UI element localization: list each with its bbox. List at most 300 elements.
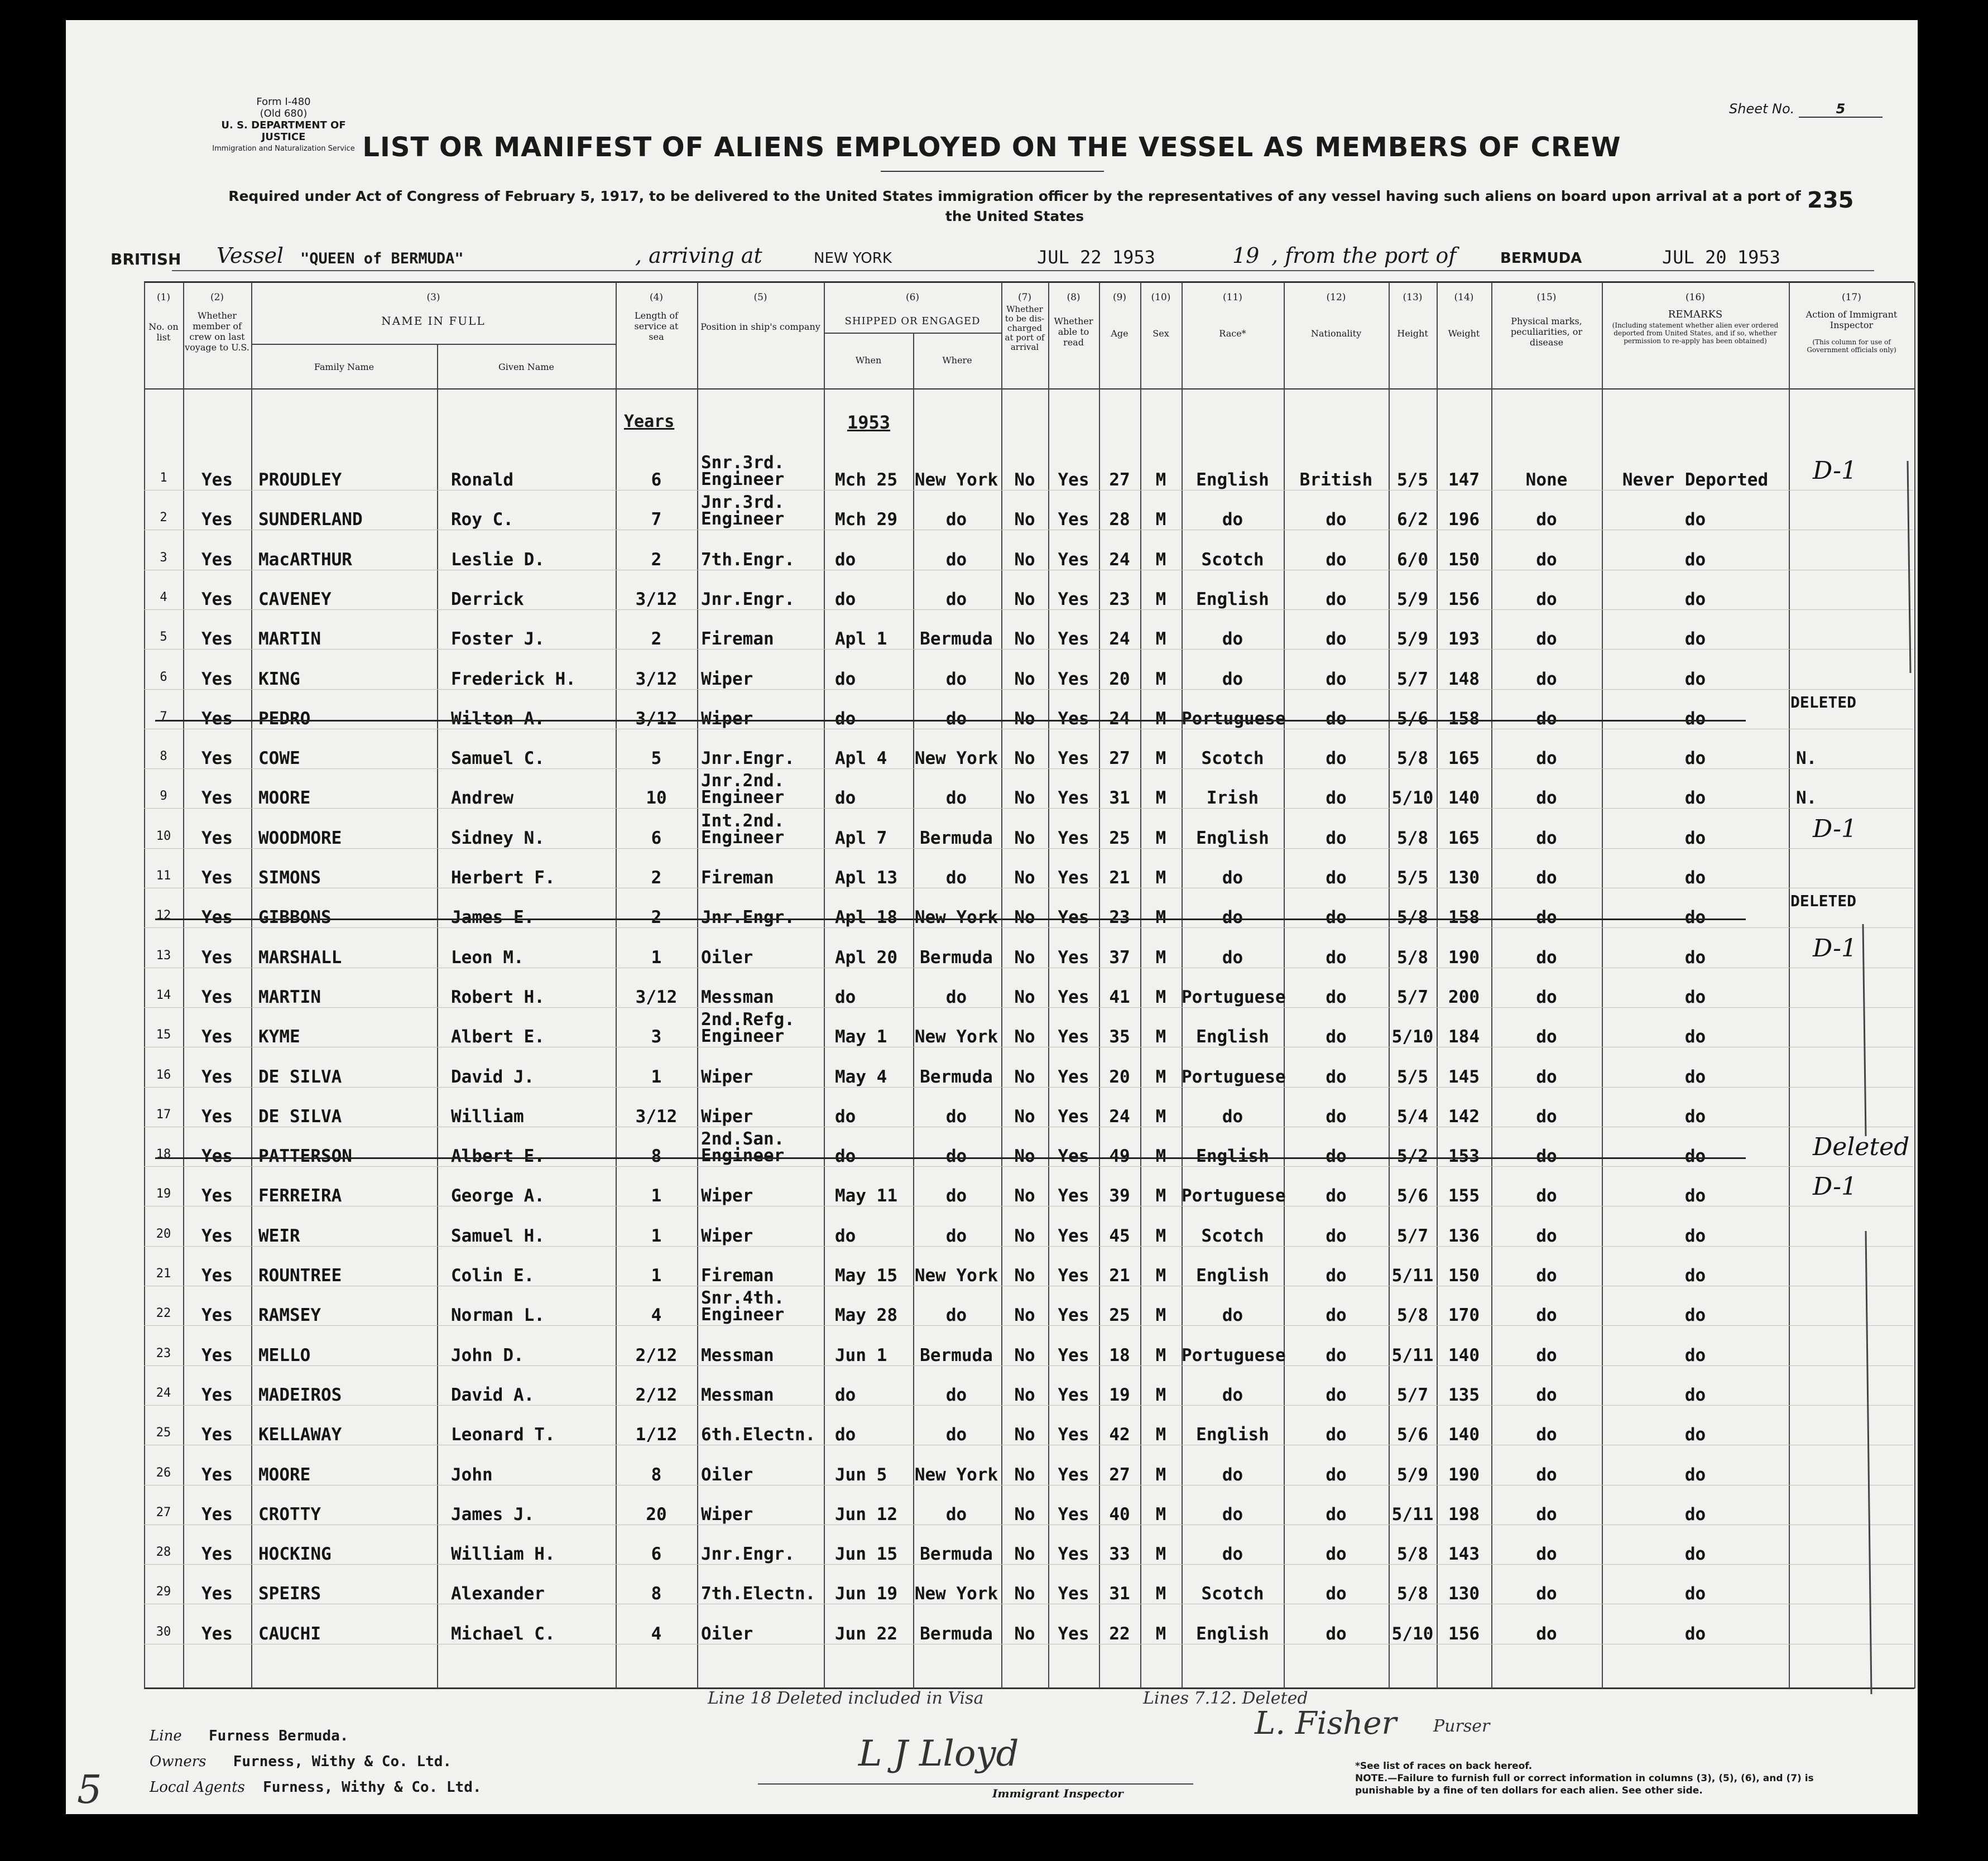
position: 2nd.Refg. Engineer <box>701 1009 795 1047</box>
shipped-when: May 11 <box>835 1186 897 1206</box>
remarks: do <box>1684 549 1706 570</box>
race: Portuguese <box>1182 987 1286 1007</box>
service-length: 8 <box>651 1584 662 1604</box>
shipped-when: Apl 13 <box>835 868 897 888</box>
row-number: 29 <box>156 1585 171 1599</box>
weight: 156 <box>1448 589 1480 609</box>
sex: M <box>1155 1504 1166 1525</box>
shipped-where: do <box>945 1146 967 1167</box>
read-flag: Yes <box>1058 987 1089 1007</box>
shipped-where: Bermuda <box>920 629 993 650</box>
remarks: do <box>1684 1305 1706 1326</box>
family-name: KELLAWAY <box>258 1425 342 1445</box>
service-length: 2 <box>651 549 662 570</box>
header-remarks: REMARKS <box>1668 309 1723 320</box>
remarks: do <box>1684 1106 1706 1127</box>
given-name: Colin E. <box>451 1266 535 1286</box>
position: Wiper <box>701 1106 753 1127</box>
height: 5/5 <box>1397 470 1428 490</box>
table-row <box>66 1167 1918 1207</box>
inspector-action: D-1 <box>1813 814 1857 843</box>
header-read: Whether able to read <box>1054 316 1093 348</box>
crew-member-flag: Yes <box>201 1345 233 1365</box>
physical-marks: do <box>1536 907 1557 928</box>
shipped-where: do <box>945 788 967 809</box>
physical-marks: do <box>1536 987 1557 1007</box>
race: Scotch <box>1201 1584 1264 1604</box>
shipped-when: Jun 15 <box>835 1544 897 1565</box>
strikethrough-line <box>155 1157 1746 1159</box>
shipped-where: Bermuda <box>920 1623 993 1644</box>
physical-marks: do <box>1536 1384 1557 1405</box>
vessel-line-rule <box>172 270 1874 271</box>
read-flag: Yes <box>1058 1584 1089 1604</box>
position: Jnr.Engr. <box>701 748 795 769</box>
height: 5/8 <box>1397 907 1428 928</box>
remarks: do <box>1684 1345 1706 1365</box>
remarks: do <box>1684 708 1706 729</box>
physical-marks: do <box>1536 1266 1557 1286</box>
inspector-action: DELETED <box>1790 693 1857 711</box>
weight: 158 <box>1448 708 1480 729</box>
age: 35 <box>1109 1027 1130 1047</box>
weight: 140 <box>1448 788 1480 809</box>
inspector-signature-rule <box>758 1783 1193 1785</box>
sex: M <box>1155 1384 1166 1405</box>
age: 25 <box>1109 1305 1130 1326</box>
age: 49 <box>1109 1146 1130 1167</box>
inspector-action: D-1 <box>1813 934 1857 963</box>
shipped-where: New York <box>914 907 998 928</box>
form-old-number: (Old 680) <box>260 108 308 119</box>
position: Fireman <box>701 629 774 650</box>
sex: M <box>1155 589 1166 609</box>
table-row <box>66 1446 1918 1486</box>
discharged-flag: No <box>1014 1345 1035 1365</box>
owners-label: Owners <box>150 1753 207 1770</box>
family-name: KING <box>258 669 300 689</box>
crew-member-flag: Yes <box>201 987 233 1007</box>
age: 19 <box>1109 1384 1130 1405</box>
weight: 140 <box>1448 1425 1480 1445</box>
shipped-when: May 15 <box>835 1266 897 1286</box>
nationality: do <box>1326 1305 1347 1326</box>
discharged-flag: No <box>1014 1266 1035 1286</box>
discharged-flag: No <box>1014 1544 1035 1565</box>
weight: 184 <box>1448 1027 1480 1047</box>
read-flag: Yes <box>1058 549 1089 570</box>
remarks: do <box>1684 828 1706 848</box>
service-length: 2 <box>651 629 662 650</box>
height: 6/0 <box>1397 549 1428 570</box>
given-name: Foster J. <box>451 629 545 650</box>
crew-member-flag: Yes <box>201 589 233 609</box>
given-name: Albert E. <box>451 1146 545 1167</box>
nationality: do <box>1326 947 1347 968</box>
row-number: 23 <box>156 1346 171 1360</box>
row-number: 2 <box>160 511 167 525</box>
discharged-flag: No <box>1014 1305 1035 1326</box>
service-length: 2 <box>651 868 662 888</box>
table-top-rule <box>144 281 1914 283</box>
sex: M <box>1155 549 1166 570</box>
nationality: do <box>1326 629 1347 650</box>
physical-marks: do <box>1536 629 1557 650</box>
row-number: 17 <box>156 1107 171 1122</box>
discharged-flag: No <box>1014 1464 1035 1485</box>
vessel-label: Vessel <box>217 243 284 268</box>
read-flag: Yes <box>1058 868 1089 888</box>
read-flag: Yes <box>1058 947 1089 968</box>
strikethrough-line <box>155 720 1746 722</box>
family-name: PEDRO <box>258 708 311 729</box>
shipped-where: do <box>945 1504 967 1525</box>
sheet-label: Sheet No. <box>1729 101 1795 117</box>
read-flag: Yes <box>1058 1146 1089 1167</box>
sex: M <box>1155 470 1166 490</box>
race: Portuguese <box>1182 1066 1286 1087</box>
position: Jnr.3rd. Engineer <box>701 492 785 530</box>
shipped-where: do <box>945 1186 967 1206</box>
crew-member-flag: Yes <box>201 1106 233 1127</box>
height: 5/9 <box>1397 1464 1428 1485</box>
physical-marks: do <box>1536 828 1557 848</box>
race: do <box>1222 509 1243 530</box>
race: English <box>1196 1027 1269 1047</box>
remarks: do <box>1684 1266 1706 1286</box>
given-name: William <box>451 1106 524 1127</box>
col-number: (16) <box>1686 292 1705 303</box>
sex: M <box>1155 629 1166 650</box>
table-row <box>66 1207 1918 1247</box>
position: 7th.Electn. <box>701 1584 816 1604</box>
shipped-where: do <box>945 1225 967 1246</box>
height: 5/11 <box>1391 1266 1434 1286</box>
table-row <box>66 1286 1918 1326</box>
crew-member-flag: Yes <box>201 509 233 530</box>
crew-member-flag: Yes <box>201 828 233 848</box>
shipped-when: do <box>835 549 856 570</box>
given-name: Albert E. <box>451 1027 545 1047</box>
service-length: 4 <box>651 1305 662 1326</box>
row-number: 12 <box>156 908 171 923</box>
given-name: Samuel C. <box>451 748 545 769</box>
discharged-flag: No <box>1014 828 1035 848</box>
row-number: 13 <box>156 948 171 963</box>
given-name: Frederick H. <box>451 669 576 689</box>
given-name: Ronald <box>451 470 513 490</box>
table-bottom-rule <box>144 1687 1914 1689</box>
sex: M <box>1155 1305 1166 1326</box>
service-length: 8 <box>651 1464 662 1485</box>
shipped-where: do <box>945 987 967 1007</box>
discharged-flag: No <box>1014 1425 1035 1445</box>
header-weight: Weight <box>1448 328 1480 339</box>
shipped-where: do <box>945 868 967 888</box>
table-row <box>66 531 1918 571</box>
sex: M <box>1155 509 1166 530</box>
shipped-where: do <box>945 549 967 570</box>
read-flag: Yes <box>1058 1066 1089 1087</box>
family-name: MOORE <box>258 1464 311 1485</box>
inspector-bracket-line <box>1796 450 1913 1711</box>
crew-member-flag: Yes <box>201 1464 233 1485</box>
physical-marks: do <box>1536 1504 1557 1525</box>
physical-marks: do <box>1536 1623 1557 1644</box>
row-number: 10 <box>156 829 171 843</box>
shipped-when: do <box>835 589 856 609</box>
position: Wiper <box>701 708 753 729</box>
row-number: 26 <box>156 1465 171 1480</box>
discharged-flag: No <box>1014 1146 1035 1167</box>
physical-marks: do <box>1536 1584 1557 1604</box>
inspector-action: N. <box>1796 788 1817 809</box>
table-row <box>66 1366 1918 1406</box>
remarks: do <box>1684 1584 1706 1604</box>
header-height: Height <box>1397 328 1428 339</box>
nationality: do <box>1326 1225 1347 1246</box>
department-name: U. S. DEPARTMENT OF JUSTICE <box>221 119 346 143</box>
race: Portuguese <box>1182 1345 1286 1365</box>
sex: M <box>1155 868 1166 888</box>
sex: M <box>1155 1584 1166 1604</box>
shipped-when: Apl 18 <box>835 907 897 928</box>
family-name: FERREIRA <box>258 1186 342 1206</box>
col-number: (15) <box>1536 292 1557 303</box>
service-length: 1 <box>651 947 662 968</box>
inspector-action: Deleted <box>1813 1133 1910 1162</box>
weight: 153 <box>1448 1146 1480 1167</box>
line-value: Furness Bermuda. <box>208 1728 349 1744</box>
crew-member-flag: Yes <box>201 788 233 809</box>
row-number: 19 <box>156 1187 171 1201</box>
age: 22 <box>1109 1623 1130 1644</box>
remarks: do <box>1684 589 1706 609</box>
service-length: 3 <box>651 1027 662 1047</box>
given-name: Herbert F. <box>451 868 555 888</box>
shipped-when: May 28 <box>835 1305 897 1326</box>
discharged-flag: No <box>1014 788 1035 809</box>
crew-member-flag: Yes <box>201 748 233 769</box>
age: 23 <box>1109 589 1130 609</box>
crew-member-flag: Yes <box>201 1425 233 1445</box>
table-row <box>66 1605 1918 1645</box>
family-name: HOCKING <box>258 1544 332 1565</box>
race: do <box>1222 1384 1243 1405</box>
given-name: James J. <box>451 1504 535 1525</box>
sex: M <box>1155 947 1166 968</box>
service-length: 6 <box>651 1544 662 1565</box>
inspector-signature: L J Lloyd <box>858 1733 1019 1775</box>
race: Irish <box>1206 788 1259 809</box>
crew-member-flag: Yes <box>201 1186 233 1206</box>
family-name: CAVENEY <box>258 589 332 609</box>
shipped-where: do <box>945 509 967 530</box>
family-name: MacARTHUR <box>258 549 352 570</box>
purser-signature-block <box>1255 1700 1534 1756</box>
crew-member-flag: Yes <box>201 1584 233 1604</box>
age: 39 <box>1109 1186 1130 1206</box>
sheet-number-field <box>1729 101 1883 118</box>
row-number: 20 <box>156 1227 171 1241</box>
service-length: 7 <box>651 509 662 530</box>
lines-7-12-annotation: Lines 7.12. Deleted <box>1143 1689 1308 1708</box>
height: 5/6 <box>1397 1186 1428 1206</box>
age: 37 <box>1109 947 1130 968</box>
table-row <box>66 1565 1918 1605</box>
inspector-label: Immigrant Inspector <box>992 1787 1123 1800</box>
shipped-when: do <box>835 987 856 1007</box>
remarks: do <box>1684 629 1706 650</box>
height: 5/9 <box>1397 589 1428 609</box>
position: Jnr.Engr. <box>701 907 795 928</box>
family-name: DE SILVA <box>258 1106 342 1127</box>
shipped-where: do <box>945 1384 967 1405</box>
height: 5/4 <box>1397 1106 1428 1127</box>
row-number: 6 <box>160 670 167 684</box>
service-length: 1 <box>651 1186 662 1206</box>
crew-member-flag: Yes <box>201 947 233 968</box>
crew-member-flag: Yes <box>201 1544 233 1565</box>
age: 21 <box>1109 1266 1130 1286</box>
remarks: do <box>1684 1623 1706 1644</box>
nationality: do <box>1326 1584 1347 1604</box>
shipped-where: Bermuda <box>920 1066 993 1087</box>
physical-marks: do <box>1536 589 1557 609</box>
sex: M <box>1155 1464 1166 1485</box>
table-row <box>66 451 1918 491</box>
race: English <box>1196 470 1269 490</box>
physical-marks: do <box>1536 1345 1557 1365</box>
race: do <box>1222 868 1243 888</box>
corner-mark: 5 <box>77 1767 102 1812</box>
table-row <box>66 570 1918 610</box>
position: Wiper <box>701 1066 753 1087</box>
read-flag: Yes <box>1058 907 1089 928</box>
family-name: SUNDERLAND <box>258 509 363 530</box>
weight: 150 <box>1448 549 1480 570</box>
header-shipped: SHIPPED OR ENGAGED <box>844 315 981 327</box>
physical-marks: do <box>1536 1464 1557 1485</box>
age: 20 <box>1109 1066 1130 1087</box>
position: Messman <box>701 1384 774 1405</box>
age: 24 <box>1109 549 1130 570</box>
family-name: CAUCHI <box>258 1623 321 1644</box>
height: 5/5 <box>1397 868 1428 888</box>
weight: 145 <box>1448 1066 1480 1087</box>
owners-value: Furness, Withy & Co. Ltd. <box>233 1753 452 1770</box>
read-flag: Yes <box>1058 1106 1089 1127</box>
col-number: (3) <box>426 292 440 303</box>
discharged-flag: No <box>1014 1504 1035 1525</box>
crew-member-flag: Yes <box>201 1066 233 1087</box>
discharged-flag: No <box>1014 1066 1035 1087</box>
shipped-when: Apl 1 <box>835 629 887 650</box>
discharged-flag: No <box>1014 947 1035 968</box>
header-age: Age <box>1111 328 1129 339</box>
arriving-label: , arriving at <box>635 243 762 268</box>
shipped-when: Jun 12 <box>835 1504 897 1525</box>
race: do <box>1222 1106 1243 1127</box>
weight: 190 <box>1448 947 1480 968</box>
row-number: 16 <box>156 1067 171 1082</box>
weight: 196 <box>1448 509 1480 530</box>
given-name: David J. <box>451 1066 535 1087</box>
table-row <box>66 1326 1918 1367</box>
shipped-where: New York <box>914 1584 998 1604</box>
sex: M <box>1155 907 1166 928</box>
given-name: Leon M. <box>451 947 524 968</box>
col-number: (8) <box>1067 292 1081 303</box>
weight: 130 <box>1448 1584 1480 1604</box>
read-flag: Yes <box>1058 589 1089 609</box>
vessel-line <box>111 243 1874 271</box>
table-row <box>66 929 1918 969</box>
row-number: 11 <box>156 869 171 883</box>
height: 5/8 <box>1397 1305 1428 1326</box>
strikethrough-line <box>155 919 1746 920</box>
table-row <box>66 1008 1918 1048</box>
header-no: No. on list <box>148 321 179 343</box>
header-member: Whether member of crew on last voyage to U.S. <box>185 310 249 353</box>
discharged-flag: No <box>1014 1623 1035 1644</box>
header-where: Where <box>942 355 972 366</box>
header-when: When <box>855 355 882 366</box>
line18-annotation: Line 18 Deleted included in Visa <box>708 1689 984 1708</box>
service-length: 3/12 <box>635 589 678 609</box>
col-number: (17) <box>1842 292 1861 303</box>
page-title: LIST OR MANIFEST OF ALIENS EMPLOYED ON THE VESSEL AS MEMBERS OF CREW <box>362 132 1621 163</box>
age: 42 <box>1109 1425 1130 1445</box>
sex: M <box>1155 987 1166 1007</box>
table-row <box>66 729 1918 770</box>
service-length: 4 <box>651 1623 662 1644</box>
position: Oiler <box>701 1464 753 1485</box>
sex: M <box>1155 788 1166 809</box>
table-row <box>66 809 1918 849</box>
family-name: MARTIN <box>258 629 321 650</box>
crew-member-flag: Yes <box>201 669 233 689</box>
position: Messman <box>701 987 774 1007</box>
weight: 190 <box>1448 1464 1480 1485</box>
height: 5/11 <box>1391 1345 1434 1365</box>
table-row <box>66 1247 1918 1287</box>
shipped-where: do <box>945 708 967 729</box>
remarks: do <box>1684 1225 1706 1246</box>
header-sex: Sex <box>1153 328 1169 339</box>
family-name: KYME <box>258 1027 300 1047</box>
family-name: ROUNTREE <box>258 1266 342 1286</box>
given-name: Samuel H. <box>451 1225 545 1246</box>
service-length: 3/12 <box>635 669 678 689</box>
given-name: Leslie D. <box>451 549 545 570</box>
position: Int.2nd. Engineer <box>701 810 785 848</box>
discharged-flag: No <box>1014 629 1035 650</box>
header-given: Given Name <box>498 362 554 372</box>
discharged-flag: No <box>1014 509 1035 530</box>
shipped-where: do <box>945 1106 967 1127</box>
physical-marks: do <box>1536 947 1557 968</box>
physical-marks: do <box>1536 509 1557 530</box>
service-length: 1 <box>651 1266 662 1286</box>
family-name: MOORE <box>258 788 311 809</box>
header-family: Family Name <box>314 362 374 372</box>
shipped-when: do <box>835 1146 856 1167</box>
family-name: MARSHALL <box>258 947 342 968</box>
shipped-where: New York <box>914 470 998 490</box>
sex: M <box>1155 1066 1166 1087</box>
sex: M <box>1155 1186 1166 1206</box>
